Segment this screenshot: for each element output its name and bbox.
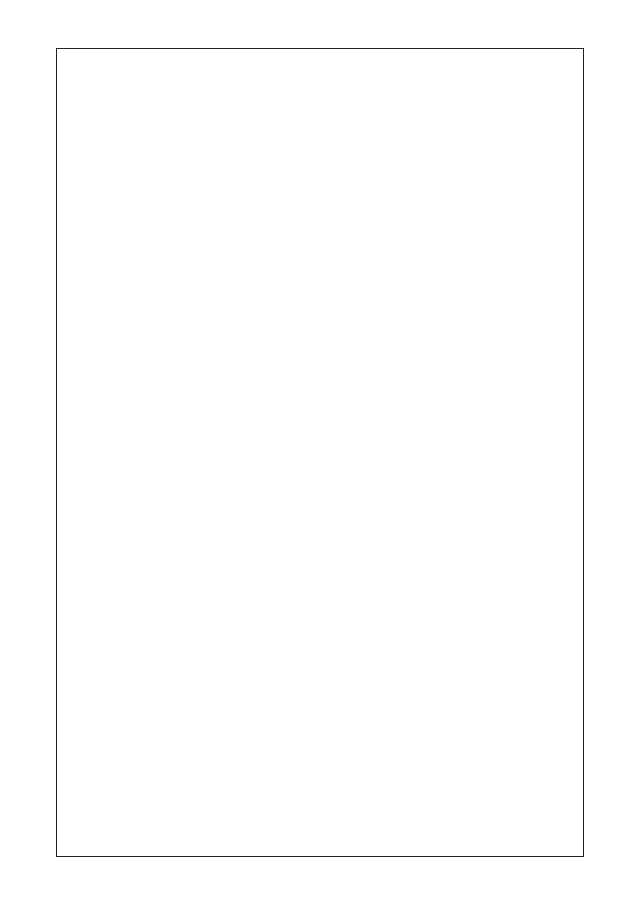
document-table	[57, 49, 583, 856]
table-body	[57, 49, 583, 856]
document-table-container	[56, 48, 584, 857]
